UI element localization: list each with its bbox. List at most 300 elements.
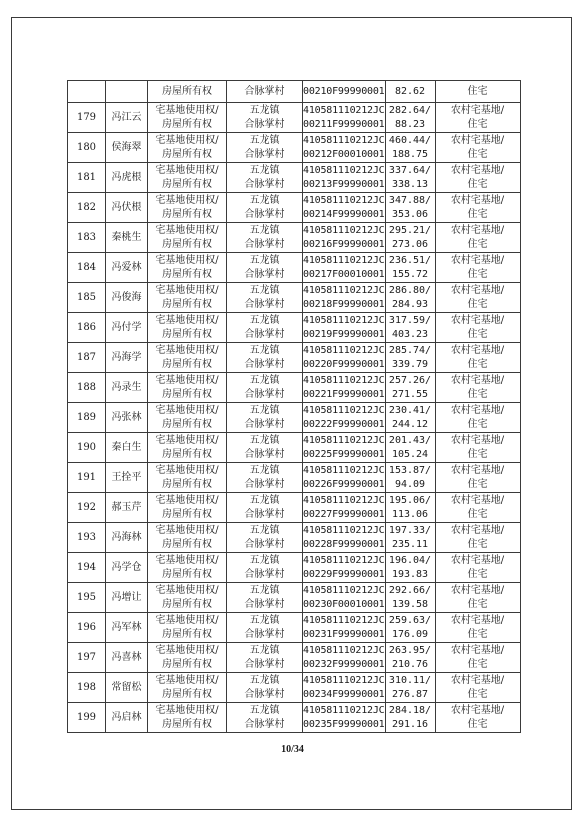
location-cell-line-2: 合脉掌村 [244,148,285,160]
table-row [68,673,521,703]
unit-code-cell-line-1: 410581110212JC [303,584,385,596]
row-number-cell: 199 [68,703,106,733]
unit-code-cell [303,463,386,493]
area-cell [385,463,435,493]
area-cell [385,373,435,403]
area-cell-line-1: 460.44/ [388,134,432,146]
area-cell-line-1: 310.11/ [388,674,432,686]
location-cell [227,643,303,673]
owner-name-cell: 冯付学 [106,313,148,343]
unit-code-cell-line-1: 410581110212JC [303,434,385,446]
location-cell-line-2: 合脉掌村 [244,418,285,430]
usage-cell [435,703,520,733]
right-type-cell-line-2: 房屋所有权 [162,298,212,310]
unit-code-cell-line-2: 00229F99990001 [303,568,385,580]
row-number-cell: 192 [68,493,106,523]
right-type-cell [148,373,227,403]
area-cell-line-2: 339.79 [391,358,429,370]
location-cell [227,103,303,133]
area-cell [385,553,435,583]
location-cell-line-2: 合脉掌村 [244,358,285,370]
usage-cell-line-1: 农村宅基地/ [450,704,505,716]
table-row [68,253,521,283]
usage-cell-line-2: 住宅 [467,478,488,490]
location-cell-line-2: 合脉掌村 [244,448,285,460]
unit-code-cell [303,493,386,523]
table-row [68,343,521,373]
unit-code-cell-line-1: 410581110212JC [303,194,385,206]
right-type-cell-line-2: 房屋所有权 [162,538,212,550]
usage-cell-line-1: 农村宅基地/ [450,434,505,446]
right-type-cell-line-1: 宅基地使用权/ [155,494,219,506]
usage-cell-line-2: 住宅 [467,418,488,430]
usage-cell [435,343,520,373]
area-cell-line-1: 286.80/ [388,284,432,296]
right-type-cell-line-1: 宅基地使用权/ [155,254,219,266]
owner-name-cell: 冯虎根 [106,163,148,193]
table-row [68,493,521,523]
usage-cell-line-1: 农村宅基地/ [450,164,505,176]
owner-name-cell: 冯军林 [106,613,148,643]
row-number-cell [68,81,106,103]
location-cell-line-1: 五龙镇 [249,584,280,596]
right-type-cell-line-1: 宅基地使用权/ [155,404,219,416]
usage-cell-line-2: 住宅 [467,718,488,730]
right-type-cell-line-2: 房屋所有权 [162,448,212,460]
area-cell-line-2: 155.72 [391,268,429,280]
row-number-cell: 198 [68,673,106,703]
unit-code-cell [303,403,386,433]
unit-code-cell-line-1: 410581110212JC [303,104,385,116]
unit-code-cell-line-2: 00211F99990001 [303,118,385,130]
unit-code-cell [303,553,386,583]
usage-cell [435,673,520,703]
usage-cell-line-1: 农村宅基地/ [450,284,505,296]
owner-name-cell: 侯海翠 [106,133,148,163]
usage-cell-line-2: 住宅 [467,538,488,550]
usage-cell-line-2: 住宅 [467,178,488,190]
right-type-cell-line-2: 房屋所有权 [162,118,212,130]
unit-code-cell-line-2: 00221F99990001 [303,388,385,400]
table-row [68,643,521,673]
area-cell [385,403,435,433]
right-type-cell [148,523,227,553]
owner-name-cell: 冯海林 [106,523,148,553]
right-type-cell-line-2: 房屋所有权 [162,688,212,700]
location-cell-line-1: 五龙镇 [249,344,280,356]
usage-cell-line-1: 农村宅基地/ [450,644,505,656]
owner-name-cell: 冯增让 [106,583,148,613]
area-cell-line-2: 210.76 [391,658,429,670]
owner-name-cell: 冯张林 [106,403,148,433]
unit-code-cell-line-1: 410581110212JC [303,224,385,236]
location-cell-line-2: 合脉掌村 [244,298,285,310]
owner-name-cell: 冯喜林 [106,643,148,673]
area-cell [385,613,435,643]
location-cell [227,703,303,733]
area-cell-line-2: 284.93 [391,298,429,310]
area-cell-line-1: 347.88/ [388,194,432,206]
area-cell [385,523,435,553]
location-cell-line-2: 合脉掌村 [244,208,285,220]
location-cell-line-2: 合脉掌村 [244,508,285,520]
location-cell-line-2: 合脉掌村 [244,478,285,490]
right-type-cell [148,193,227,223]
location-cell-line-2: 合脉掌村 [244,598,285,610]
usage-cell-line-2: 住宅 [467,448,488,460]
area-cell-line-1: 337.64/ [388,164,432,176]
location-cell [227,403,303,433]
right-type-cell [148,643,227,673]
right-type-cell-line-2: 房屋所有权 [162,268,212,280]
location-cell-line-1: 五龙镇 [249,614,280,626]
right-type-cell-line-1: 宅基地使用权/ [155,374,219,386]
usage-cell-line-1: 农村宅基地/ [450,374,505,386]
right-type-cell-line-1: 宅基地使用权/ [155,194,219,206]
unit-code-cell-line-2: 00216F99990001 [303,238,385,250]
area-cell-line-2: 353.06 [391,208,429,220]
location-cell-line-2: 合脉掌村 [244,328,285,340]
table-row [68,223,521,253]
usage-cell-line-1: 农村宅基地/ [450,134,505,146]
usage-cell-line-1: 农村宅基地/ [450,104,505,116]
usage-cell-line-1: 农村宅基地/ [450,344,505,356]
owner-name-cell: 冯俊海 [106,283,148,313]
location-cell-line-2: 合脉掌村 [244,658,285,670]
usage-cell-line-1: 农村宅基地/ [450,464,505,476]
unit-code-cell-line-2: 00217F00010001 [303,268,385,280]
table-row [68,193,521,223]
area-cell [385,223,435,253]
usage-cell-line-2: 住宅 [467,508,488,520]
right-type-cell-line-2: 房屋所有权 [162,388,212,400]
right-type-cell [148,343,227,373]
area-cell-line-2: 176.09 [391,628,429,640]
area-cell-line-2: 235.11 [391,538,429,550]
right-type-cell-line-1: 宅基地使用权/ [155,344,219,356]
unit-code-cell-line-2: 00235F99990001 [303,718,385,730]
usage-cell-line-1: 农村宅基地/ [450,614,505,626]
unit-code-cell-line-1: 410581110212JC [303,704,385,716]
row-number-cell: 184 [68,253,106,283]
usage-cell-line-2: 住宅 [467,208,488,220]
unit-code-cell-line-2: 00232F99990001 [303,658,385,670]
usage-cell-line-2: 住宅 [467,688,488,700]
right-type-cell [148,103,227,133]
location-cell-line-1: 五龙镇 [249,164,280,176]
row-number-cell: 194 [68,553,106,583]
table-row [68,613,521,643]
location-cell [227,223,303,253]
owner-name-cell: 郝玉芹 [106,493,148,523]
location-cell-line-1: 五龙镇 [249,254,280,266]
owner-name-cell: 冯伏根 [106,193,148,223]
location-cell [227,343,303,373]
location-cell-line-1: 五龙镇 [249,434,280,446]
area-cell-line-2: 193.83 [391,568,429,580]
right-type-cell-line-1: 宅基地使用权/ [155,104,219,116]
usage-cell-line-1: 农村宅基地/ [450,674,505,686]
unit-code-cell-line-2: 00227F99990001 [303,508,385,520]
usage-cell-line-1: 农村宅基地/ [450,254,505,266]
usage-cell [435,103,520,133]
area-cell [385,673,435,703]
right-type-cell-line-1: 宅基地使用权/ [155,554,219,566]
right-type-cell [148,403,227,433]
owner-name-cell: 冯海学 [106,343,148,373]
unit-code-cell-line-1: 410581110212JC [303,524,385,536]
location-cell-line-2: 合脉掌村 [244,718,285,730]
unit-code-cell-line-1: 410581110212JC [303,494,385,506]
right-type-cell-line-1: 宅基地使用权/ [155,314,219,326]
location-cell-line-1: 五龙镇 [249,644,280,656]
area-cell-line-1: 196.04/ [388,554,432,566]
usage-cell [435,193,520,223]
right-type-cell-line-1: 宅基地使用权/ [155,524,219,536]
area-cell-line-1: 259.63/ [388,614,432,626]
usage-cell-line-2: 住宅 [467,118,488,130]
area-cell-line-1: 230.41/ [388,404,432,416]
table-row [68,283,521,313]
row-number-cell: 197 [68,643,106,673]
unit-code-cell [303,643,386,673]
location-cell [227,163,303,193]
area-cell-line-1: 201.43/ [388,434,432,446]
table-row [68,403,521,433]
right-type-cell-line-2: 房屋所有权 [162,328,212,340]
right-type-cell-line-1: 宅基地使用权/ [155,284,219,296]
row-number-cell: 188 [68,373,106,403]
usage-cell [435,223,520,253]
usage-cell-line-1: 农村宅基地/ [450,584,505,596]
usage-cell-line-1: 农村宅基地/ [450,554,505,566]
usage-cell [435,133,520,163]
location-cell [227,283,303,313]
unit-code-cell-line-1: 410581110212JC [303,254,385,266]
area-cell-line-1: 236.51/ [388,254,432,266]
unit-code-cell [303,253,386,283]
usage-cell [435,613,520,643]
location-cell [227,553,303,583]
area-cell-line-1: 153.87/ [388,464,432,476]
location-cell-line-2: 合脉掌村 [244,178,285,190]
right-type-cell [148,583,227,613]
location-cell [227,373,303,403]
table-body [68,81,521,733]
unit-code-cell-line-2: 00213F99990001 [303,178,385,190]
location-cell-line-1: 五龙镇 [249,104,280,116]
unit-code-cell-line-1: 410581110212JC [303,674,385,686]
usage-cell-line-1: 农村宅基地/ [450,404,505,416]
unit-code-cell [303,613,386,643]
right-type-cell [148,313,227,343]
right-type-cell [148,283,227,313]
usage-cell [435,493,520,523]
area-cell [385,433,435,463]
area-cell [385,343,435,373]
usage-cell [435,253,520,283]
row-number-cell: 191 [68,463,106,493]
usage-cell [435,283,520,313]
unit-code-cell-line-1: 410581110212JC [303,374,385,386]
right-type-cell-line-1: 宅基地使用权/ [155,224,219,236]
unit-code-cell [303,163,386,193]
owner-name-cell: 常留松 [106,673,148,703]
unit-code-cell-line-1: 410581110212JC [303,284,385,296]
usage-cell-line-1: 农村宅基地/ [450,224,505,236]
area-cell-line-1: 263.95/ [388,644,432,656]
area-cell [385,103,435,133]
right-type-cell [148,493,227,523]
table-row [68,553,521,583]
right-type-cell-line-2: 房屋所有权 [162,658,212,670]
location-cell-line-2: 合脉掌村 [244,388,285,400]
area-cell [385,583,435,613]
location-cell-line-1: 五龙镇 [249,374,280,386]
area-cell-line-2: 276.87 [391,688,429,700]
right-type-cell [148,433,227,463]
right-type-cell-line-2: 房屋所有权 [162,178,212,190]
usage-cell: 住宅 [435,81,520,103]
right-type-cell-line-1: 宅基地使用权/ [155,644,219,656]
unit-code-cell-line-1: 410581110212JC [303,464,385,476]
area-cell-line-1: 257.26/ [388,374,432,386]
right-type-cell-line-1: 宅基地使用权/ [155,674,219,686]
area-cell: 82.62 [385,81,435,103]
unit-code-cell-line-2: 00226F99990001 [303,478,385,490]
location-cell-line-2: 合脉掌村 [244,118,285,130]
unit-code-cell-line-2: 00214F99990001 [303,208,385,220]
usage-cell [435,463,520,493]
right-type-cell-line-1: 宅基地使用权/ [155,704,219,716]
owner-name-cell: 冯爱林 [106,253,148,283]
usage-cell-line-2: 住宅 [467,298,488,310]
location-cell-line-2: 合脉掌村 [244,538,285,550]
unit-code-cell-line-1: 410581110212JC [303,554,385,566]
row-number-cell: 193 [68,523,106,553]
location-cell [227,253,303,283]
unit-code-cell [303,223,386,253]
location-cell-line-2: 合脉掌村 [244,628,285,640]
owner-name-cell [106,81,148,103]
unit-code-cell-line-1: 410581110212JC [303,344,385,356]
location-cell [227,433,303,463]
table-row [68,703,521,733]
area-cell-line-1: 317.59/ [388,314,432,326]
table-row [68,103,521,133]
location-cell: 合脉掌村 [227,81,303,103]
right-type-cell-line-2: 房屋所有权 [162,238,212,250]
table-row [68,463,521,493]
area-cell-line-2: 244.12 [391,418,429,430]
unit-code-cell-line-2: 00218F99990001 [303,298,385,310]
usage-cell-line-2: 住宅 [467,328,488,340]
usage-cell [435,313,520,343]
location-cell-line-1: 五龙镇 [249,314,280,326]
location-cell-line-1: 五龙镇 [249,194,280,206]
owner-name-cell: 秦桃生 [106,223,148,253]
usage-cell [435,163,520,193]
right-type-cell-line-1: 宅基地使用权/ [155,134,219,146]
row-number-cell: 182 [68,193,106,223]
unit-code-cell [303,103,386,133]
page-number: 10/34 [281,744,304,755]
location-cell [227,313,303,343]
area-cell-line-2: 88.23 [394,118,426,130]
right-type-cell [148,253,227,283]
right-type-cell-line-2: 房屋所有权 [162,598,212,610]
usage-cell-line-2: 住宅 [467,358,488,370]
area-cell-line-2: 403.23 [391,328,429,340]
usage-cell-line-1: 农村宅基地/ [450,494,505,506]
location-cell-line-1: 五龙镇 [249,704,280,716]
unit-code-cell-line-1: 410581110212JC [303,314,385,326]
area-cell-line-2: 273.06 [391,238,429,250]
location-cell-line-1: 五龙镇 [249,494,280,506]
usage-cell [435,553,520,583]
area-cell-line-1: 295.21/ [388,224,432,236]
row-number-cell: 181 [68,163,106,193]
right-type-cell-line-2: 房屋所有权 [162,628,212,640]
unit-code-cell [303,523,386,553]
unit-code-cell [303,343,386,373]
location-cell-line-1: 五龙镇 [249,674,280,686]
usage-cell-line-2: 住宅 [467,388,488,400]
right-type-cell [148,463,227,493]
right-type-cell [148,133,227,163]
table-row [68,583,521,613]
table-row [68,313,521,343]
area-cell-line-2: 105.24 [391,448,429,460]
owner-name-cell: 冯录生 [106,373,148,403]
table-row-continued [68,81,521,103]
area-cell-line-1: 195.06/ [388,494,432,506]
row-number-cell: 187 [68,343,106,373]
usage-cell [435,583,520,613]
usage-cell-line-2: 住宅 [467,658,488,670]
unit-code-cell [303,133,386,163]
location-cell-line-2: 合脉掌村 [244,688,285,700]
area-cell [385,703,435,733]
right-type-cell-line-2: 房屋所有权 [162,358,212,370]
right-type-cell [148,673,227,703]
unit-code-cell-line-2: 00220F99990001 [303,358,385,370]
owner-name-cell: 王拴平 [106,463,148,493]
location-cell [227,583,303,613]
table-row [68,433,521,463]
unit-code-cell-line-2: 00219F99990001 [303,328,385,340]
unit-code-cell [303,283,386,313]
row-number-cell: 190 [68,433,106,463]
usage-cell [435,433,520,463]
unit-code-cell-line-2: 00228F99990001 [303,538,385,550]
row-number-cell: 196 [68,613,106,643]
table-row [68,373,521,403]
right-type-cell [148,553,227,583]
area-cell [385,193,435,223]
unit-code-cell: 00210F99990001 [303,81,386,103]
right-type-cell-line-2: 房屋所有权 [162,208,212,220]
location-cell-line-1: 五龙镇 [249,524,280,536]
area-cell [385,313,435,343]
area-cell-line-2: 338.13 [391,178,429,190]
table-row [68,133,521,163]
unit-code-cell-line-2: 00234F99990001 [303,688,385,700]
row-number-cell: 195 [68,583,106,613]
row-number-cell: 186 [68,313,106,343]
area-cell-line-2: 291.16 [391,718,429,730]
unit-code-cell-line-1: 410581110212JC [303,614,385,626]
